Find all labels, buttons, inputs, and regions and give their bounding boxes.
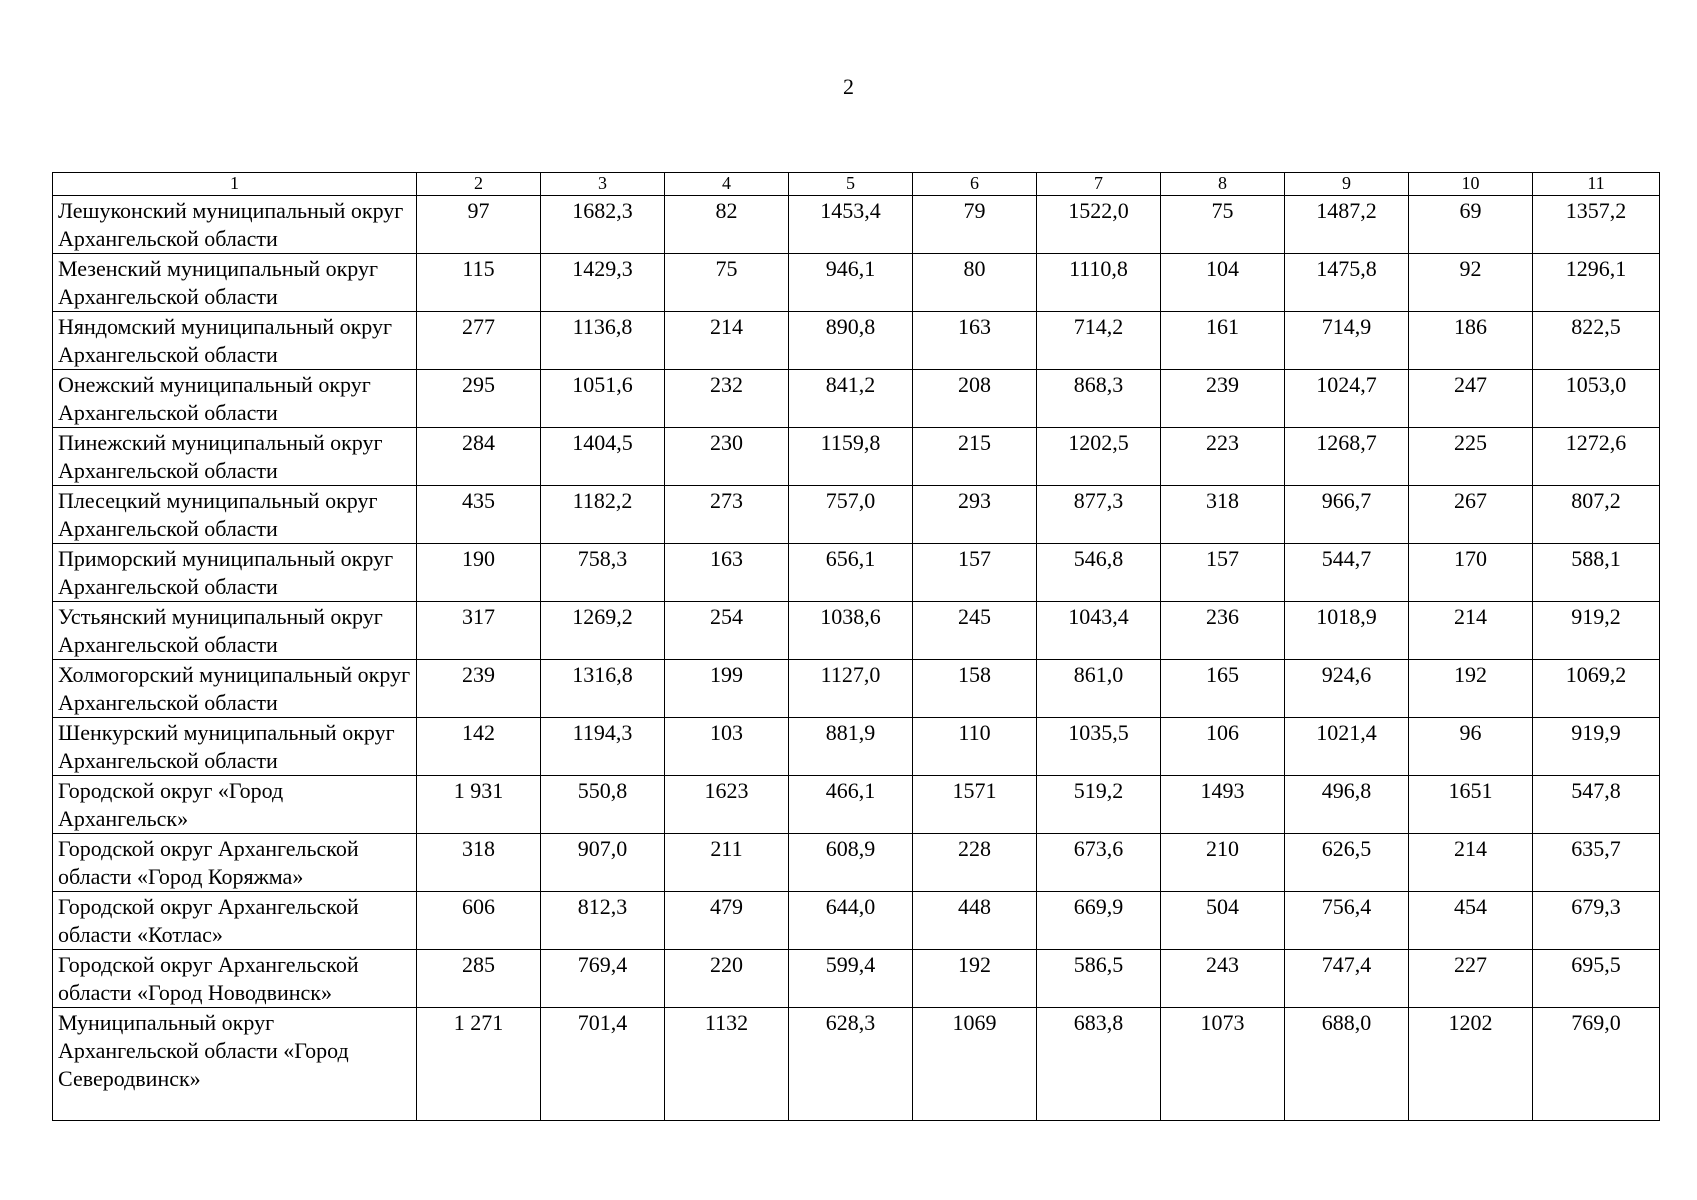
table-row (53, 892, 1660, 950)
row-name-cell: Городской округ Архангельской области «Город Новодвинск» (53, 950, 417, 1008)
value-cell: 504 (1161, 892, 1285, 950)
value-cell: 227 (1409, 950, 1533, 1008)
row-name-cell: Холмогорский муниципальный округ Архангельской области (53, 660, 417, 718)
table-row (53, 312, 1660, 370)
value-cell: 1182,2 (541, 486, 665, 544)
value-cell: 626,5 (1285, 834, 1409, 892)
column-header: 2 (417, 173, 541, 196)
row-name-cell: Устьянский муниципальный округ Архангельской области (53, 602, 417, 660)
value-cell: 142 (417, 718, 541, 776)
value-cell: 701,4 (541, 1008, 665, 1121)
value-cell: 273 (665, 486, 789, 544)
value-cell: 1136,8 (541, 312, 665, 370)
value-cell: 1357,2 (1533, 196, 1660, 254)
value-cell: 1404,5 (541, 428, 665, 486)
row-name-cell: Городской округ «Город Архангельск» (53, 776, 417, 834)
value-cell: 277 (417, 312, 541, 370)
value-cell: 881,9 (789, 718, 913, 776)
value-cell: 208 (913, 370, 1037, 428)
value-cell: 284 (417, 428, 541, 486)
value-cell: 1202 (1409, 1008, 1533, 1121)
value-cell: 966,7 (1285, 486, 1409, 544)
column-header: 3 (541, 173, 665, 196)
value-cell: 267 (1409, 486, 1533, 544)
value-cell: 1018,9 (1285, 602, 1409, 660)
value-cell: 110 (913, 718, 1037, 776)
value-cell: 247 (1409, 370, 1533, 428)
value-cell: 1268,7 (1285, 428, 1409, 486)
value-cell: 758,3 (541, 544, 665, 602)
table-row (53, 602, 1660, 660)
value-cell: 1522,0 (1037, 196, 1161, 254)
value-cell: 104 (1161, 254, 1285, 312)
table-row (53, 660, 1660, 718)
row-name-cell: Приморский муниципальный округ Архангельской области (53, 544, 417, 602)
value-cell: 924,6 (1285, 660, 1409, 718)
value-cell: 479 (665, 892, 789, 950)
value-cell: 1024,7 (1285, 370, 1409, 428)
value-cell: 547,8 (1533, 776, 1660, 834)
value-cell: 861,0 (1037, 660, 1161, 718)
value-cell: 1038,6 (789, 602, 913, 660)
value-cell: 435 (417, 486, 541, 544)
value-cell: 293 (913, 486, 1037, 544)
value-cell: 228 (913, 834, 1037, 892)
value-cell: 688,0 (1285, 1008, 1409, 1121)
value-cell: 1127,0 (789, 660, 913, 718)
value-cell: 223 (1161, 428, 1285, 486)
value-cell: 769,0 (1533, 1008, 1660, 1121)
value-cell: 214 (665, 312, 789, 370)
value-cell: 186 (1409, 312, 1533, 370)
row-name-cell: Мезенский муниципальный округ Архангельской области (53, 254, 417, 312)
value-cell: 317 (417, 602, 541, 660)
value-cell: 1453,4 (789, 196, 913, 254)
value-cell: 1043,4 (1037, 602, 1161, 660)
table-row (53, 718, 1660, 776)
value-cell: 161 (1161, 312, 1285, 370)
table-row (53, 1008, 1660, 1121)
row-name-cell: Пинежский муниципальный округ Архангельской области (53, 428, 417, 486)
value-cell: 232 (665, 370, 789, 428)
value-cell: 190 (417, 544, 541, 602)
row-name-cell: Шенкурский муниципальный округ Архангельской области (53, 718, 417, 776)
value-cell: 608,9 (789, 834, 913, 892)
page-number: 2 (843, 74, 854, 99)
value-cell: 215 (913, 428, 1037, 486)
value-cell: 448 (913, 892, 1037, 950)
value-cell: 807,2 (1533, 486, 1660, 544)
value-cell: 1202,5 (1037, 428, 1161, 486)
value-cell: 644,0 (789, 892, 913, 950)
value-cell: 170 (1409, 544, 1533, 602)
table-row (53, 428, 1660, 486)
value-cell: 163 (665, 544, 789, 602)
value-cell: 97 (417, 196, 541, 254)
value-cell: 243 (1161, 950, 1285, 1008)
value-cell: 106 (1161, 718, 1285, 776)
value-cell: 822,5 (1533, 312, 1660, 370)
value-cell: 1035,5 (1037, 718, 1161, 776)
value-cell: 1 931 (417, 776, 541, 834)
table-row (53, 254, 1660, 312)
value-cell: 1073 (1161, 1008, 1285, 1121)
value-cell: 1053,0 (1533, 370, 1660, 428)
value-cell: 1571 (913, 776, 1037, 834)
value-cell: 907,0 (541, 834, 665, 892)
value-cell: 1296,1 (1533, 254, 1660, 312)
value-cell: 285 (417, 950, 541, 1008)
value-cell: 841,2 (789, 370, 913, 428)
column-header: 7 (1037, 173, 1161, 196)
row-name-cell: Городской округ Архангельской области «Город Коряжма» (53, 834, 417, 892)
value-cell: 92 (1409, 254, 1533, 312)
data-table (52, 172, 1660, 1121)
table-row (53, 834, 1660, 892)
value-cell: 245 (913, 602, 1037, 660)
value-cell: 192 (1409, 660, 1533, 718)
value-cell: 254 (665, 602, 789, 660)
column-header: 9 (1285, 173, 1409, 196)
value-cell: 635,7 (1533, 834, 1660, 892)
column-header: 5 (789, 173, 913, 196)
value-cell: 714,2 (1037, 312, 1161, 370)
value-cell: 1475,8 (1285, 254, 1409, 312)
value-cell: 890,8 (789, 312, 913, 370)
value-cell: 318 (1161, 486, 1285, 544)
value-cell: 1021,4 (1285, 718, 1409, 776)
value-cell: 868,3 (1037, 370, 1161, 428)
value-cell: 919,2 (1533, 602, 1660, 660)
value-cell: 628,3 (789, 1008, 913, 1121)
value-cell: 546,8 (1037, 544, 1161, 602)
value-cell: 1316,8 (541, 660, 665, 718)
table-row (53, 950, 1660, 1008)
value-cell: 157 (1161, 544, 1285, 602)
value-cell: 199 (665, 660, 789, 718)
row-name-cell: Городской округ Архангельской области «Котлас» (53, 892, 417, 950)
value-cell: 544,7 (1285, 544, 1409, 602)
value-cell: 599,4 (789, 950, 913, 1008)
table-row (53, 370, 1660, 428)
column-header: 6 (913, 173, 1037, 196)
value-cell: 115 (417, 254, 541, 312)
value-cell: 656,1 (789, 544, 913, 602)
value-cell: 318 (417, 834, 541, 892)
value-cell: 103 (665, 718, 789, 776)
value-cell: 165 (1161, 660, 1285, 718)
value-cell: 673,6 (1037, 834, 1161, 892)
value-cell: 163 (913, 312, 1037, 370)
value-cell: 214 (1409, 834, 1533, 892)
column-header: 10 (1409, 173, 1533, 196)
value-cell: 1194,3 (541, 718, 665, 776)
row-name-cell: Плесецкий муниципальный округ Архангельской области (53, 486, 417, 544)
header-row (53, 173, 1660, 196)
value-cell: 946,1 (789, 254, 913, 312)
value-cell: 239 (1161, 370, 1285, 428)
value-cell: 747,4 (1285, 950, 1409, 1008)
value-cell: 1269,2 (541, 602, 665, 660)
value-cell: 230 (665, 428, 789, 486)
value-cell: 96 (1409, 718, 1533, 776)
table-row (53, 486, 1660, 544)
value-cell: 1132 (665, 1008, 789, 1121)
value-cell: 919,9 (1533, 718, 1660, 776)
value-cell: 82 (665, 196, 789, 254)
value-cell: 586,5 (1037, 950, 1161, 1008)
value-cell: 1682,3 (541, 196, 665, 254)
value-cell: 679,3 (1533, 892, 1660, 950)
value-cell: 812,3 (541, 892, 665, 950)
value-cell: 1069,2 (1533, 660, 1660, 718)
value-cell: 192 (913, 950, 1037, 1008)
value-cell: 1623 (665, 776, 789, 834)
value-cell: 80 (913, 254, 1037, 312)
value-cell: 588,1 (1533, 544, 1660, 602)
value-cell: 225 (1409, 428, 1533, 486)
value-cell: 236 (1161, 602, 1285, 660)
value-cell: 75 (665, 254, 789, 312)
value-cell: 1487,2 (1285, 196, 1409, 254)
value-cell: 295 (417, 370, 541, 428)
row-name-cell: Муниципальный округ Архангельской области «Город Северодвинск» (53, 1008, 417, 1121)
value-cell: 1651 (1409, 776, 1533, 834)
column-header: 11 (1533, 173, 1660, 196)
value-cell: 669,9 (1037, 892, 1161, 950)
value-cell: 695,5 (1533, 950, 1660, 1008)
value-cell: 550,8 (541, 776, 665, 834)
value-cell: 1051,6 (541, 370, 665, 428)
value-cell: 75 (1161, 196, 1285, 254)
value-cell: 756,4 (1285, 892, 1409, 950)
value-cell: 714,9 (1285, 312, 1409, 370)
value-cell: 1272,6 (1533, 428, 1660, 486)
value-cell: 157 (913, 544, 1037, 602)
value-cell: 211 (665, 834, 789, 892)
value-cell: 69 (1409, 196, 1533, 254)
value-cell: 1493 (1161, 776, 1285, 834)
value-cell: 1159,8 (789, 428, 913, 486)
value-cell: 769,4 (541, 950, 665, 1008)
value-cell: 877,3 (1037, 486, 1161, 544)
table-row (53, 776, 1660, 834)
value-cell: 454 (1409, 892, 1533, 950)
table-row (53, 196, 1660, 254)
value-cell: 496,8 (1285, 776, 1409, 834)
value-cell: 158 (913, 660, 1037, 718)
value-cell: 519,2 (1037, 776, 1161, 834)
value-cell: 466,1 (789, 776, 913, 834)
table-row (53, 544, 1660, 602)
value-cell: 239 (417, 660, 541, 718)
value-cell: 1 271 (417, 1008, 541, 1121)
value-cell: 210 (1161, 834, 1285, 892)
column-header: 1 (53, 173, 417, 196)
value-cell: 220 (665, 950, 789, 1008)
value-cell: 1110,8 (1037, 254, 1161, 312)
value-cell: 1069 (913, 1008, 1037, 1121)
value-cell: 1429,3 (541, 254, 665, 312)
row-name-cell: Няндомский муниципальный округ Архангельской области (53, 312, 417, 370)
value-cell: 683,8 (1037, 1008, 1161, 1121)
value-cell: 79 (913, 196, 1037, 254)
row-name-cell: Лешуконский муниципальный округ Архангельской области (53, 196, 417, 254)
value-cell: 214 (1409, 602, 1533, 660)
value-cell: 757,0 (789, 486, 913, 544)
column-header: 4 (665, 173, 789, 196)
value-cell: 606 (417, 892, 541, 950)
row-name-cell: Онежский муниципальный округ Архангельской области (53, 370, 417, 428)
column-header: 8 (1161, 173, 1285, 196)
